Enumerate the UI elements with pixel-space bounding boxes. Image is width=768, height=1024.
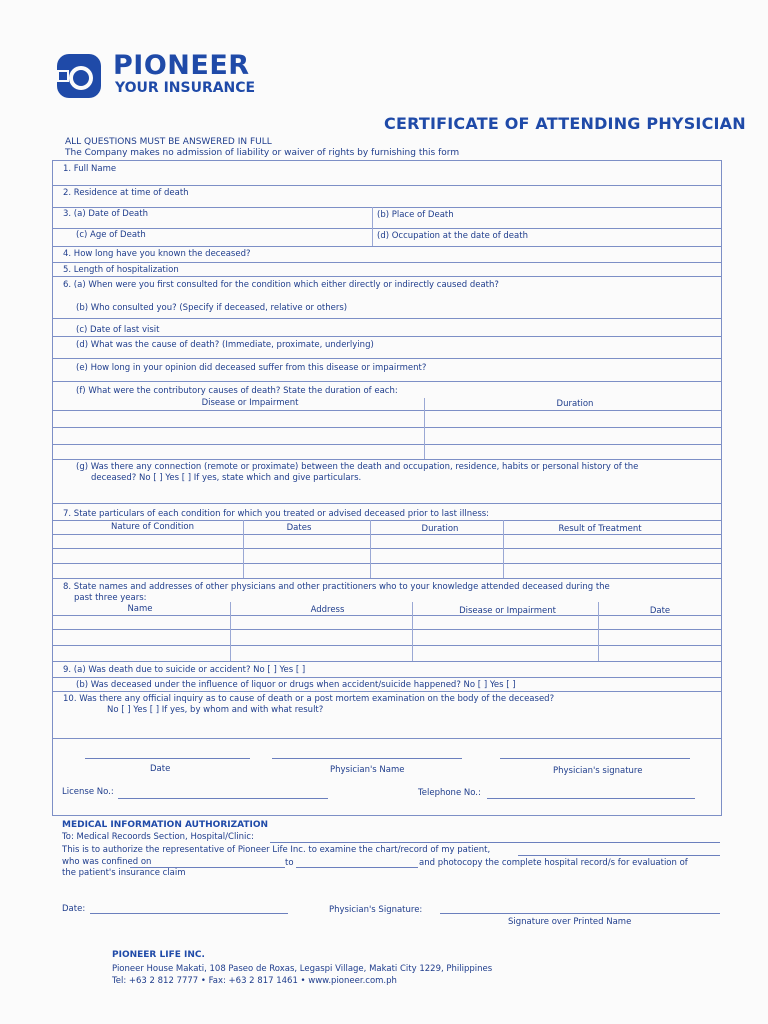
row-divider: [52, 629, 722, 630]
date-line[interactable]: [85, 758, 250, 759]
brand-tagline: YOUR INSURANCE: [115, 80, 256, 96]
q6d-cause-of-death: (d) What was the cause of death? (Immediate, proximate, underlying): [76, 340, 374, 350]
physician-signature-label: Physician's signature: [553, 766, 643, 776]
q10-line-1: 10. Was there any official inquiry as to cause of death or a post mortem examination on the body of the deceased?: [63, 694, 555, 704]
document-title: CERTIFICATE OF ATTENDING PHYSICIAN: [384, 114, 746, 133]
row-divider: [52, 548, 722, 549]
row-divider: [52, 185, 722, 186]
q3a-date-of-death: 3. (a) Date of Death: [63, 209, 148, 219]
photocopy-text: and photocopy the complete hospital record/s for evaluation of: [419, 858, 688, 868]
row-divider: [52, 358, 722, 359]
q4-known-deceased: 4. How long have you known the deceased?: [63, 249, 251, 259]
date-label: Date: [150, 764, 171, 774]
physician-name-label: Physician's Name: [330, 765, 405, 775]
q7-particulars: 7. State particulars of each condition for which you treated or advised deceased prior to last illness:: [63, 509, 490, 519]
q3c-age-of-death: (c) Age of Death: [76, 230, 146, 240]
hospital-clinic-line[interactable]: [270, 842, 720, 843]
row-divider: [52, 410, 722, 411]
column-divider: [372, 207, 373, 246]
q8-line-2: past three years:: [74, 593, 147, 603]
row-divider: [52, 207, 722, 208]
row-divider: [52, 318, 722, 319]
pioneer-logo-icon: [55, 52, 103, 100]
q7-col-result: Result of Treatment: [558, 524, 642, 534]
confined-label: who was confined on: [62, 857, 152, 867]
row-divider: [52, 246, 722, 247]
printed-name-label: Signature over Printed Name: [508, 917, 632, 927]
column-divider: [598, 602, 599, 661]
authorization-line-1: This is to authorize the representative of Pioneer Life Inc. to examine the chart/record of my patient,: [62, 845, 491, 855]
row-divider: [52, 520, 722, 521]
footer-contact: Tel: +63 2 812 7777 • Fax: +63 2 817 1461 • www.pioneer.com.ph: [112, 976, 397, 986]
q6a-first-consulted: 6. (a) When were you first consulted for the condition which either directly or indirectly caused death?: [63, 280, 499, 290]
q6g-line-2: deceased? No [ ] Yes [ ] If yes, state which and give particulars.: [91, 473, 362, 483]
row-divider: [52, 503, 722, 504]
confined-to-line[interactable]: [296, 867, 418, 868]
q8-line-1: 8. State names and addresses of other physicians and other practitioners who to your knowledge attended deceased during the: [63, 582, 610, 592]
row-divider: [52, 578, 722, 579]
q8-col-disease: Disease or Impairment: [459, 606, 556, 616]
preamble: [65, 137, 459, 159]
patient-name-line[interactable]: [518, 855, 720, 856]
q6f-col-disease: Disease or Impairment: [201, 398, 299, 408]
q1-full-name: 1. Full Name: [63, 164, 117, 174]
row-divider: [52, 276, 722, 277]
row-divider: [52, 262, 722, 263]
column-divider: [412, 602, 413, 661]
preamble-line-1: ALL QUESTIONS MUST BE ANSWERED IN FULL: [65, 137, 272, 147]
column-divider: [503, 520, 504, 578]
row-divider: [52, 444, 722, 445]
q7-col-dates: Dates: [286, 523, 312, 533]
telephone-line[interactable]: [487, 798, 695, 799]
license-label: License No.:: [62, 787, 114, 797]
pioneer-logo: [55, 50, 275, 100]
q8-col-date: Date: [649, 606, 671, 616]
q6f-contributory-causes: (f) What were the contributory causes of death? State the duration of each:: [76, 386, 398, 396]
row-divider: [52, 677, 722, 678]
authorization-to: To: Medical Recoords Section, Hospital/Clinic:: [62, 832, 254, 842]
q9b-influence: (b) Was deceased under the influence of liquor or drugs when accident/suicide happened? No [ ] Yes [ ]: [76, 680, 516, 690]
footer-address: Pioneer House Makati, 108 Paseo de Roxas, Legaspi Village, Makati City 1229, Philippines: [112, 964, 493, 974]
auth-signature-label: Physician's Signature:: [329, 905, 423, 915]
authorization-heading: MEDICAL INFORMATION AUTHORIZATION: [62, 820, 269, 830]
q10-line-2: No [ ] Yes [ ] If yes, by whom and with what result?: [107, 705, 324, 715]
row-divider: [52, 691, 722, 692]
row-divider: [52, 534, 722, 535]
column-divider: [370, 520, 371, 578]
q8-col-name: Name: [127, 604, 153, 614]
q6c-last-visit: (c) Date of last visit: [76, 325, 160, 335]
column-divider: [230, 602, 231, 661]
row-divider: [52, 661, 722, 662]
row-divider: [52, 427, 722, 428]
q9a-suicide-accident: 9. (a) Was death due to suicide or accident? No [ ] Yes [ ]: [63, 665, 306, 675]
q6g-line-1: (g) Was there any connection (remote or proximate) between the death and occupation, residence, habits or personal history of the: [76, 462, 639, 472]
license-line[interactable]: [118, 798, 328, 799]
q6b-who-consulted: (b) Who consulted you? (Specify if deceased, relative or others): [76, 303, 348, 313]
preamble-line-2: The Company makes no admission of liability or waiver of rights by furnishing this form: [65, 148, 460, 158]
q7-col-duration: Duration: [421, 524, 459, 534]
q5-hospitalization: 5. Length of hospitalization: [63, 265, 179, 275]
telephone-label: Telephone No.:: [418, 788, 481, 798]
row-divider: [52, 738, 722, 739]
q6e-duration-suffered: (e) How long in your opinion did deceased suffer from this disease or impairment?: [76, 363, 427, 373]
row-divider: [52, 381, 722, 382]
q8-col-address: Address: [310, 605, 345, 615]
row-divider: [52, 563, 722, 564]
row-divider: [52, 228, 722, 229]
q6f-col-duration: Duration: [556, 399, 594, 409]
row-divider: [52, 336, 722, 337]
auth-date-line[interactable]: [90, 913, 288, 914]
physician-signature-line[interactable]: [500, 758, 690, 759]
footer-company: PIONEER LIFE INC.: [112, 950, 205, 960]
insurance-claim-text: the patient's insurance claim: [62, 868, 186, 878]
column-divider: [424, 398, 425, 459]
q3b-place-of-death: (b) Place of Death: [377, 210, 454, 220]
row-divider: [52, 459, 722, 460]
q7-col-nature: Nature of Condition: [111, 522, 194, 532]
q2-residence: 2. Residence at time of death: [63, 188, 189, 198]
brand-name: PIONEER: [113, 50, 250, 81]
to-label: to: [285, 858, 294, 868]
q3d-occupation: (d) Occupation at the date of death: [377, 231, 528, 241]
row-divider: [52, 645, 722, 646]
auth-date-label: Date:: [62, 904, 86, 914]
auth-signature-line[interactable]: [440, 913, 720, 914]
physician-name-line[interactable]: [272, 758, 462, 759]
